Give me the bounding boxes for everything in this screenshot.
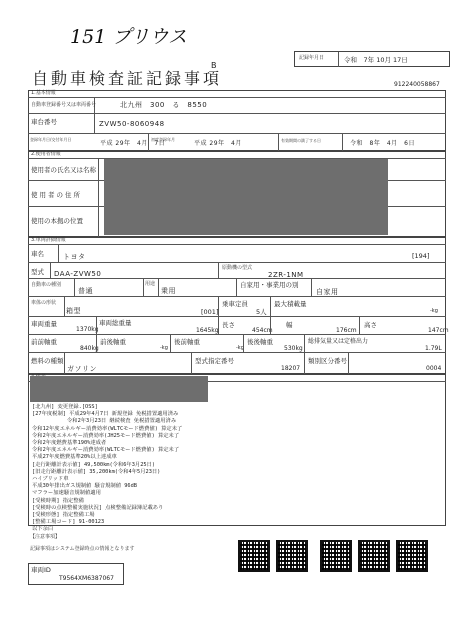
- chassis-number-label: 車台番号: [31, 118, 57, 126]
- height-label: 高さ: [364, 321, 377, 329]
- front-rear-axle-value: -kg: [160, 345, 168, 351]
- designation-number-label: 型式指定番号: [195, 357, 234, 365]
- front-rear-axle-label: 前後軸重: [100, 338, 126, 346]
- reg-number-label: 自動車登録番号又は車両番号: [31, 102, 97, 108]
- category-number-label: 類別区分番号: [308, 357, 347, 365]
- remarks-line: 令和2年度エネルギー消費効率(WLTCモード燃費値) 算定未了: [32, 447, 180, 454]
- rear-front-axle-label: 後前軸重: [174, 338, 200, 346]
- remarks-line: [旧走行距離計表示値] 35,200km(令和4年5月23日): [32, 468, 161, 475]
- purpose-label: 自家用・事業用の別: [240, 281, 299, 289]
- notice-text: 記録事項はシステム登録時点の情報となります: [30, 546, 135, 552]
- remarks-line: [27年度税制] 平成29年4月7日 新規登録 免税措置適用済み: [32, 411, 179, 418]
- remarks-line: 令和12年度エネルギー消費効率(WLTCモード燃費値) 算定未了: [32, 425, 183, 432]
- fuel-type-label: 燃料の種類: [31, 357, 64, 365]
- body-shape-label: 車体の形状: [31, 300, 57, 306]
- redacted-remarks-top: [30, 376, 208, 402]
- engine-value: 2ZR-1NM: [268, 271, 304, 279]
- base-location-label: 使用の本拠の位置: [31, 217, 83, 225]
- remarks-line: [受検時の点検整備実施状況] 点検整備記録簿記載あり: [32, 504, 164, 511]
- front-front-axle-value: 840kg: [80, 345, 99, 352]
- remarks-line: [受検時期] 指定整備: [32, 497, 84, 504]
- reg-number-value: 北九州 300 る 8550: [120, 101, 208, 109]
- vehicle-id-label: 車両ID: [31, 566, 51, 574]
- rear-front-axle-value: -kg: [236, 345, 244, 351]
- gross-weight-value: 1645kg: [196, 327, 219, 334]
- record-date-value: 令和 7年 10月 17日: [344, 56, 408, 64]
- front-front-axle-label: 前前軸重: [31, 338, 57, 346]
- use-value: 乗用: [161, 287, 176, 295]
- qr-code-icon: [276, 540, 308, 572]
- fuel-type-value: ガソリン: [67, 365, 97, 373]
- reg-date-label: 登録年月日/交付年月日: [30, 137, 72, 142]
- remarks-line: [整備工場コード] 91-00123: [32, 519, 105, 526]
- document-number: 912240058867: [394, 81, 440, 88]
- remarks-line: [北九州] 変更登録.[OSS]: [32, 404, 98, 410]
- remarks-line: 平成27年度燃費基準20%以上達成車: [32, 454, 117, 461]
- user-name-label: 使用者の氏名又は名称: [31, 166, 96, 174]
- engine-label: 原動機の型式: [222, 265, 253, 271]
- vehicle-id-value: T9564XM6387067: [59, 575, 114, 582]
- remarks-line: 令和2年3月23日 継続検査 免税措置適用済み: [32, 418, 177, 425]
- vehicle-kind-label: 自動車の種別: [31, 282, 62, 288]
- category-number-value: 0004: [426, 365, 442, 372]
- remarks-line: ハイブリッド車: [32, 476, 69, 483]
- section-basic-title: 1.基本情報: [31, 90, 56, 96]
- redacted-user-block: [104, 159, 388, 235]
- make-code: [194]: [412, 252, 430, 260]
- height-value: 147cm: [428, 327, 449, 334]
- remarks-line: 以下余白: [32, 526, 54, 533]
- first-reg-label: 初度登録年月: [151, 137, 175, 142]
- vehicle-weight-label: 車両重量: [31, 320, 57, 328]
- section-vehicle-title: 3.車両詳細情報: [31, 237, 66, 243]
- width-value: 176cm: [336, 327, 357, 334]
- body-shape-value: 箱型: [66, 307, 81, 315]
- reg-date-value: 平成 29年 4月 7日: [100, 140, 166, 147]
- remarks-line: 平成30年排出ガス規制値 騒音規制値 96dB: [32, 483, 137, 490]
- expiry-value: 令和 8年 4月 6日: [350, 140, 415, 147]
- qr-code-icon: [396, 540, 428, 572]
- body-shape-code: [001]: [201, 308, 219, 316]
- top-letter: B: [211, 61, 217, 70]
- capacity-label: 乗車定員: [222, 300, 248, 308]
- qr-code-icon: [320, 540, 352, 572]
- remarks-line: [走行距離計表示値] 49,500km(令和6年3月25日): [32, 461, 156, 468]
- remarks-line: 令和2年度燃費基準190%達成者: [32, 440, 107, 447]
- max-load-label: 最大積載量: [274, 300, 307, 308]
- displacement-label: 総排気量又は定格出力: [308, 338, 369, 345]
- rear-rear-axle-label: 後後軸重: [247, 338, 273, 346]
- qr-code-icon: [358, 540, 390, 572]
- capacity-value: 5人: [256, 308, 267, 316]
- width-label: 幅: [286, 321, 293, 329]
- remarks-line: マフラー加速騒音規制値適用: [32, 490, 101, 497]
- handwritten-note: 151 プリウス: [70, 26, 187, 48]
- gross-weight-label: 車両総重量: [99, 319, 132, 327]
- user-address-label: 使用者の住所: [31, 191, 82, 199]
- length-value: 454cm: [252, 327, 273, 334]
- record-date-box: [294, 51, 450, 67]
- vehicle-kind-value: 普通: [78, 287, 93, 295]
- remarks-line: 令和2年度エネルギー消費効率(JH25モード燃費値) 算定未了: [32, 432, 180, 439]
- displacement-value: 1.79L: [425, 345, 442, 352]
- page-title: 自動車検査証記録事項: [32, 69, 223, 88]
- purpose-value: 自家用: [316, 288, 339, 296]
- make-label: 車名: [31, 250, 44, 258]
- model-label: 型式: [31, 268, 44, 276]
- model-value: DAA-ZVW50: [54, 270, 102, 278]
- first-reg-value: 平成 29年 4月: [194, 140, 242, 147]
- make-value: トヨタ: [63, 253, 86, 261]
- chassis-number-value: ZVW50-8060948: [99, 120, 165, 128]
- record-date-label: 記録年月日: [299, 55, 325, 61]
- section-user-title: 2.使用者情報: [31, 151, 61, 157]
- max-load-value: -kg: [430, 308, 438, 314]
- length-label: 長さ: [222, 321, 235, 329]
- designation-number-value: 18207: [281, 365, 301, 372]
- notice-label: 【注意事項】: [30, 534, 61, 540]
- rear-rear-axle-value: 530kg: [284, 345, 303, 352]
- vehicle-id-box: [28, 563, 124, 585]
- use-label: 用途: [145, 281, 156, 287]
- remarks-list: [32, 404, 272, 533]
- qr-code-icon: [238, 540, 270, 572]
- remarks-line: [受検形態] 指定整備工場: [32, 512, 95, 519]
- expiry-label: 有効期間の満了する日: [281, 138, 321, 143]
- vehicle-weight-value: 1370kg: [76, 326, 99, 333]
